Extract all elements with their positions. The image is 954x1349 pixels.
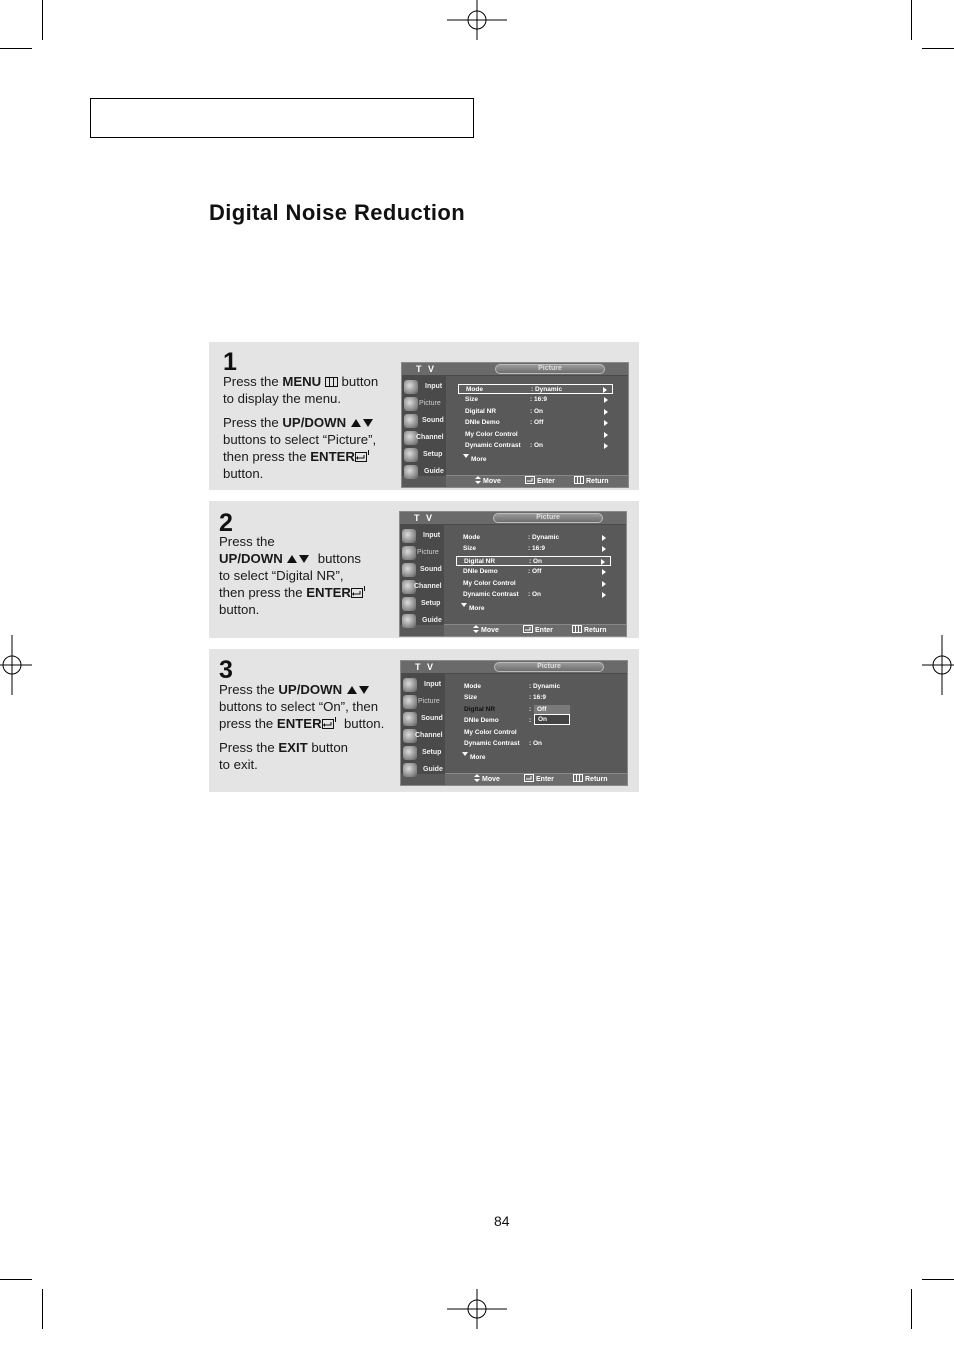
text: then press the xyxy=(219,585,307,600)
text: Press the xyxy=(219,740,279,755)
crop-mark xyxy=(42,1289,43,1329)
sidebar-item-channel[interactable] xyxy=(402,728,445,744)
sidebar-label: Picture xyxy=(418,698,440,705)
setup-icon xyxy=(402,597,416,611)
sidebar-item-picture[interactable] xyxy=(403,396,446,412)
instruction-paragraph xyxy=(219,681,404,732)
menu-icon xyxy=(325,377,338,387)
digital-nr-popup xyxy=(534,705,570,725)
osd-row-dynamic-contrast[interactable] xyxy=(458,441,613,451)
osd-row-value: : xyxy=(529,717,532,724)
osd-row-value: : Dynamic xyxy=(531,386,563,393)
osd-tv-label: T V xyxy=(416,364,437,374)
osd-row-size[interactable] xyxy=(458,395,613,405)
osd-row-key: My Color Control xyxy=(463,580,516,587)
footer-enter xyxy=(525,476,555,488)
sidebar-label: Channel xyxy=(414,583,442,590)
sidebar-item-input[interactable] xyxy=(401,528,444,544)
osd-row-key: Digital NR xyxy=(464,706,496,713)
registration-mark-icon xyxy=(894,635,954,695)
sidebar-label: Sound xyxy=(422,417,444,424)
osd-header-pill xyxy=(495,364,605,374)
text: to display the menu. xyxy=(223,391,342,406)
osd-row-key: Mode xyxy=(466,386,483,393)
step-instructions xyxy=(219,533,399,618)
sidebar-label: Setup xyxy=(423,451,443,458)
input-icon xyxy=(403,678,417,692)
osd-more-label: More xyxy=(471,456,487,463)
up-down-arrows-icon xyxy=(346,685,370,695)
arrow-right-icon xyxy=(602,535,606,541)
footer-label: Return xyxy=(584,627,607,634)
enter-icon xyxy=(524,774,534,782)
enter-icon xyxy=(322,717,337,730)
sidebar-item-channel[interactable] xyxy=(401,579,444,595)
up-down-arrows-icon xyxy=(350,418,374,428)
footer-return xyxy=(572,625,607,637)
step-instructions xyxy=(223,373,398,489)
sidebar-item-sound[interactable] xyxy=(403,413,446,429)
osd-header-pill xyxy=(494,662,604,672)
menu-icon xyxy=(572,625,582,633)
osd-row-key: DNIe Demo xyxy=(463,568,498,575)
footer-enter xyxy=(523,625,553,637)
osd-more[interactable] xyxy=(461,603,485,614)
sidebar-item-picture[interactable] xyxy=(402,694,445,710)
move-icon xyxy=(475,476,481,484)
text: press the xyxy=(219,716,277,731)
sound-icon xyxy=(403,712,417,726)
registration-mark-icon xyxy=(447,1289,507,1349)
osd-row-key: Size xyxy=(463,545,477,552)
sidebar-label: Channel xyxy=(416,434,444,441)
osd-header: Picture xyxy=(537,663,561,670)
footer-move xyxy=(474,774,500,786)
osd-row-key: Mode xyxy=(463,534,480,541)
move-icon xyxy=(474,774,480,782)
step-3-panel xyxy=(209,649,639,792)
osd-row-key: Size xyxy=(465,396,479,403)
sidebar-label: Sound xyxy=(421,715,443,722)
osd-row-my-color-control[interactable] xyxy=(458,430,613,440)
osd-more[interactable] xyxy=(463,454,487,465)
osd-row-key: DNIe Demo xyxy=(464,717,499,724)
exit-button-label: EXIT xyxy=(278,740,308,755)
sidebar-label: Guide xyxy=(424,468,444,475)
footer-label: Enter xyxy=(536,776,554,783)
sidebar-item-guide[interactable] xyxy=(403,464,446,480)
osd-row-value: : xyxy=(529,706,532,713)
enter-button-label: ENTER xyxy=(306,585,351,600)
osd-sidebar xyxy=(402,376,446,476)
footer-return xyxy=(574,476,609,488)
osd-row-key: Dynamic Contrast xyxy=(463,591,519,598)
osd-row-key: My Color Control xyxy=(465,431,518,438)
osd-more-label: More xyxy=(470,754,486,761)
sidebar-item-setup[interactable] xyxy=(402,745,445,761)
sidebar-label: Channel xyxy=(415,732,443,739)
tv-osd-screen xyxy=(400,660,628,786)
step-number: 1 xyxy=(223,348,237,376)
arrow-down-icon xyxy=(462,752,468,756)
input-icon xyxy=(402,529,416,543)
osd-row-digital-nr[interactable] xyxy=(458,407,613,417)
osd-row-mode[interactable] xyxy=(457,682,612,692)
arrow-right-icon xyxy=(603,387,607,393)
osd-header: Picture xyxy=(538,365,562,372)
arrow-right-icon xyxy=(604,432,608,438)
guide-icon xyxy=(402,614,416,628)
instruction-paragraph xyxy=(223,414,398,482)
sidebar-label: Input xyxy=(424,681,442,688)
input-icon xyxy=(404,380,418,394)
osd-footer xyxy=(446,475,628,488)
osd-row-value: : On xyxy=(529,558,542,565)
footer-enter xyxy=(524,774,554,786)
picture-icon xyxy=(404,397,418,411)
osd-row-size[interactable] xyxy=(457,693,612,703)
text: button. xyxy=(223,466,264,481)
text: buttons to select “Picture”, xyxy=(223,432,377,447)
text: button xyxy=(337,374,379,389)
instruction-paragraph xyxy=(223,373,398,407)
arrow-right-icon xyxy=(602,592,606,598)
updown-button-label: UP/DOWN xyxy=(278,682,343,697)
enter-button-label: ENTER xyxy=(310,449,355,464)
osd-row-my-color-control[interactable] xyxy=(456,579,611,589)
footer-move xyxy=(475,476,501,488)
footer-label: Move xyxy=(483,478,501,485)
section-header-box xyxy=(90,98,474,138)
osd-row-key: Size xyxy=(464,694,478,701)
osd-row-key: My Color Control xyxy=(464,729,517,736)
up-down-arrows-icon xyxy=(286,554,310,564)
sidebar-label: Setup xyxy=(422,749,442,756)
footer-label: Enter xyxy=(535,627,553,634)
arrow-right-icon xyxy=(602,569,606,575)
osd-row-value: : On xyxy=(528,591,541,598)
sidebar-label: Picture xyxy=(419,400,441,407)
crop-mark xyxy=(0,1279,32,1280)
guide-icon xyxy=(404,465,418,479)
registration-mark-icon xyxy=(0,635,60,695)
footer-label: Enter xyxy=(537,478,555,485)
osd-more[interactable] xyxy=(462,752,486,763)
enter-icon xyxy=(525,476,535,484)
enter-button-label: ENTER xyxy=(276,716,322,731)
arrow-right-icon xyxy=(602,581,606,587)
arrow-right-icon xyxy=(604,397,608,403)
osd-tv-label: T V xyxy=(414,513,435,523)
text: to exit. xyxy=(219,757,258,772)
sound-icon xyxy=(404,414,418,428)
popup-option-off[interactable]: Off xyxy=(534,705,570,714)
sidebar-item-channel[interactable] xyxy=(403,430,446,446)
text: Press the xyxy=(223,374,283,389)
step-2-panel xyxy=(209,501,639,638)
osd-footer xyxy=(444,624,626,637)
step-instructions xyxy=(219,681,404,780)
crop-mark xyxy=(911,0,912,40)
sound-icon xyxy=(402,563,416,577)
osd-header-pill xyxy=(493,513,603,523)
footer-move xyxy=(473,625,499,637)
sidebar-item-input[interactable] xyxy=(402,677,445,693)
osd-row-dynamic-contrast[interactable] xyxy=(457,739,612,749)
text: buttons to select “On”, then xyxy=(219,699,379,714)
step-number: 3 xyxy=(219,656,233,684)
sidebar-item-guide[interactable] xyxy=(402,762,445,778)
osd-row-value: : On xyxy=(530,408,543,415)
page-title: Digital Noise Reduction xyxy=(209,200,466,225)
osd-sidebar xyxy=(401,674,445,774)
sidebar-label: Guide xyxy=(423,766,443,773)
footer-label: Return xyxy=(586,478,609,485)
osd-row-key: Digital NR xyxy=(464,558,496,565)
osd-row-key: Mode xyxy=(464,683,481,690)
text: Press the xyxy=(223,415,283,430)
arrow-right-icon xyxy=(604,409,608,415)
tv-osd-screen xyxy=(399,511,627,637)
arrow-down-icon xyxy=(461,603,467,607)
text: button. xyxy=(219,602,260,617)
crop-mark xyxy=(922,1279,954,1280)
footer-label: Move xyxy=(482,776,500,783)
osd-row-value: : On xyxy=(530,442,543,449)
sidebar-label: Setup xyxy=(421,600,441,607)
osd-row-value: : Off xyxy=(530,419,544,426)
arrow-right-icon xyxy=(604,420,608,426)
arrow-right-icon xyxy=(604,443,608,449)
osd-row-key: DNIe Demo xyxy=(465,419,500,426)
osd-footer xyxy=(445,773,627,786)
crop-mark xyxy=(911,1289,912,1329)
sidebar-item-sound[interactable] xyxy=(401,562,444,578)
crop-mark xyxy=(0,48,32,49)
popup-option-on[interactable]: On xyxy=(534,714,570,725)
osd-more-label: More xyxy=(469,605,485,612)
updown-button-label: UP/DOWN xyxy=(282,415,347,430)
sidebar-item-guide[interactable] xyxy=(401,613,444,629)
osd-row-dynamic-contrast[interactable] xyxy=(456,590,611,600)
osd-sidebar xyxy=(400,525,444,625)
menu-icon xyxy=(574,476,584,484)
arrow-down-icon xyxy=(463,454,469,458)
step-number: 2 xyxy=(219,509,233,537)
osd-row-key: Dynamic Contrast xyxy=(465,442,521,449)
osd-row-mode[interactable] xyxy=(458,384,613,394)
osd-row-value: : On xyxy=(529,740,542,747)
osd-row-value: : 16:9 xyxy=(529,694,546,701)
guide-icon xyxy=(403,763,417,777)
sidebar-label: Picture xyxy=(417,549,439,556)
tv-osd-screen xyxy=(401,362,629,488)
text: buttons xyxy=(317,551,362,566)
text: button. xyxy=(343,716,385,731)
picture-icon xyxy=(402,546,416,560)
osd-row-dnie-demo[interactable] xyxy=(458,418,613,428)
menu-button-label: MENU xyxy=(282,374,322,389)
setup-icon xyxy=(404,448,418,462)
sidebar-label: Input xyxy=(423,532,441,539)
osd-row-dnie-demo[interactable] xyxy=(456,567,611,577)
move-icon xyxy=(473,625,479,633)
osd-tv-label: T V xyxy=(415,662,436,672)
osd-row-digital-nr[interactable] xyxy=(456,556,611,566)
osd-header: Picture xyxy=(536,514,560,521)
enter-icon xyxy=(355,450,370,463)
osd-row-value: : Dynamic xyxy=(529,683,561,690)
sidebar-label: Sound xyxy=(420,566,442,573)
footer-return xyxy=(573,774,608,786)
instruction-paragraph xyxy=(219,739,404,773)
sidebar-item-sound[interactable] xyxy=(402,711,445,727)
menu-icon xyxy=(573,774,583,782)
sidebar-item-setup[interactable] xyxy=(401,596,444,612)
step-1-panel xyxy=(209,342,639,490)
enter-icon xyxy=(351,586,366,599)
crop-mark xyxy=(42,0,43,40)
text: Press the xyxy=(219,534,275,549)
osd-row-mode[interactable] xyxy=(456,533,611,543)
arrow-right-icon xyxy=(601,559,605,565)
osd-row-value: : Off xyxy=(528,568,542,575)
sidebar-item-picture[interactable] xyxy=(401,545,444,561)
text: then press the xyxy=(223,449,311,464)
page-number: 84 xyxy=(494,1213,510,1229)
text: Press the xyxy=(219,682,279,697)
footer-label: Move xyxy=(481,627,499,634)
arrow-right-icon xyxy=(602,546,606,552)
updown-button-label: UP/DOWN xyxy=(219,551,283,566)
enter-icon xyxy=(523,625,533,633)
osd-row-key: Dynamic Contrast xyxy=(464,740,520,747)
text: button xyxy=(307,740,349,755)
text: to select “Digital NR”, xyxy=(219,568,344,583)
osd-row-value: : 16:9 xyxy=(530,396,547,403)
crop-mark xyxy=(922,48,954,49)
sidebar-item-input[interactable] xyxy=(403,379,446,395)
osd-row-value: : 16:9 xyxy=(528,545,545,552)
picture-icon xyxy=(403,695,417,709)
osd-row-key: Digital NR xyxy=(465,408,497,415)
sidebar-label: Guide xyxy=(422,617,442,624)
osd-row-my-color-control[interactable] xyxy=(457,728,612,738)
registration-mark-icon xyxy=(447,0,507,60)
setup-icon xyxy=(403,746,417,760)
sidebar-item-setup[interactable] xyxy=(403,447,446,463)
footer-label: Return xyxy=(585,776,608,783)
osd-row-size[interactable] xyxy=(456,544,611,554)
osd-row-value: : Dynamic xyxy=(528,534,560,541)
sidebar-label: Input xyxy=(425,383,443,390)
